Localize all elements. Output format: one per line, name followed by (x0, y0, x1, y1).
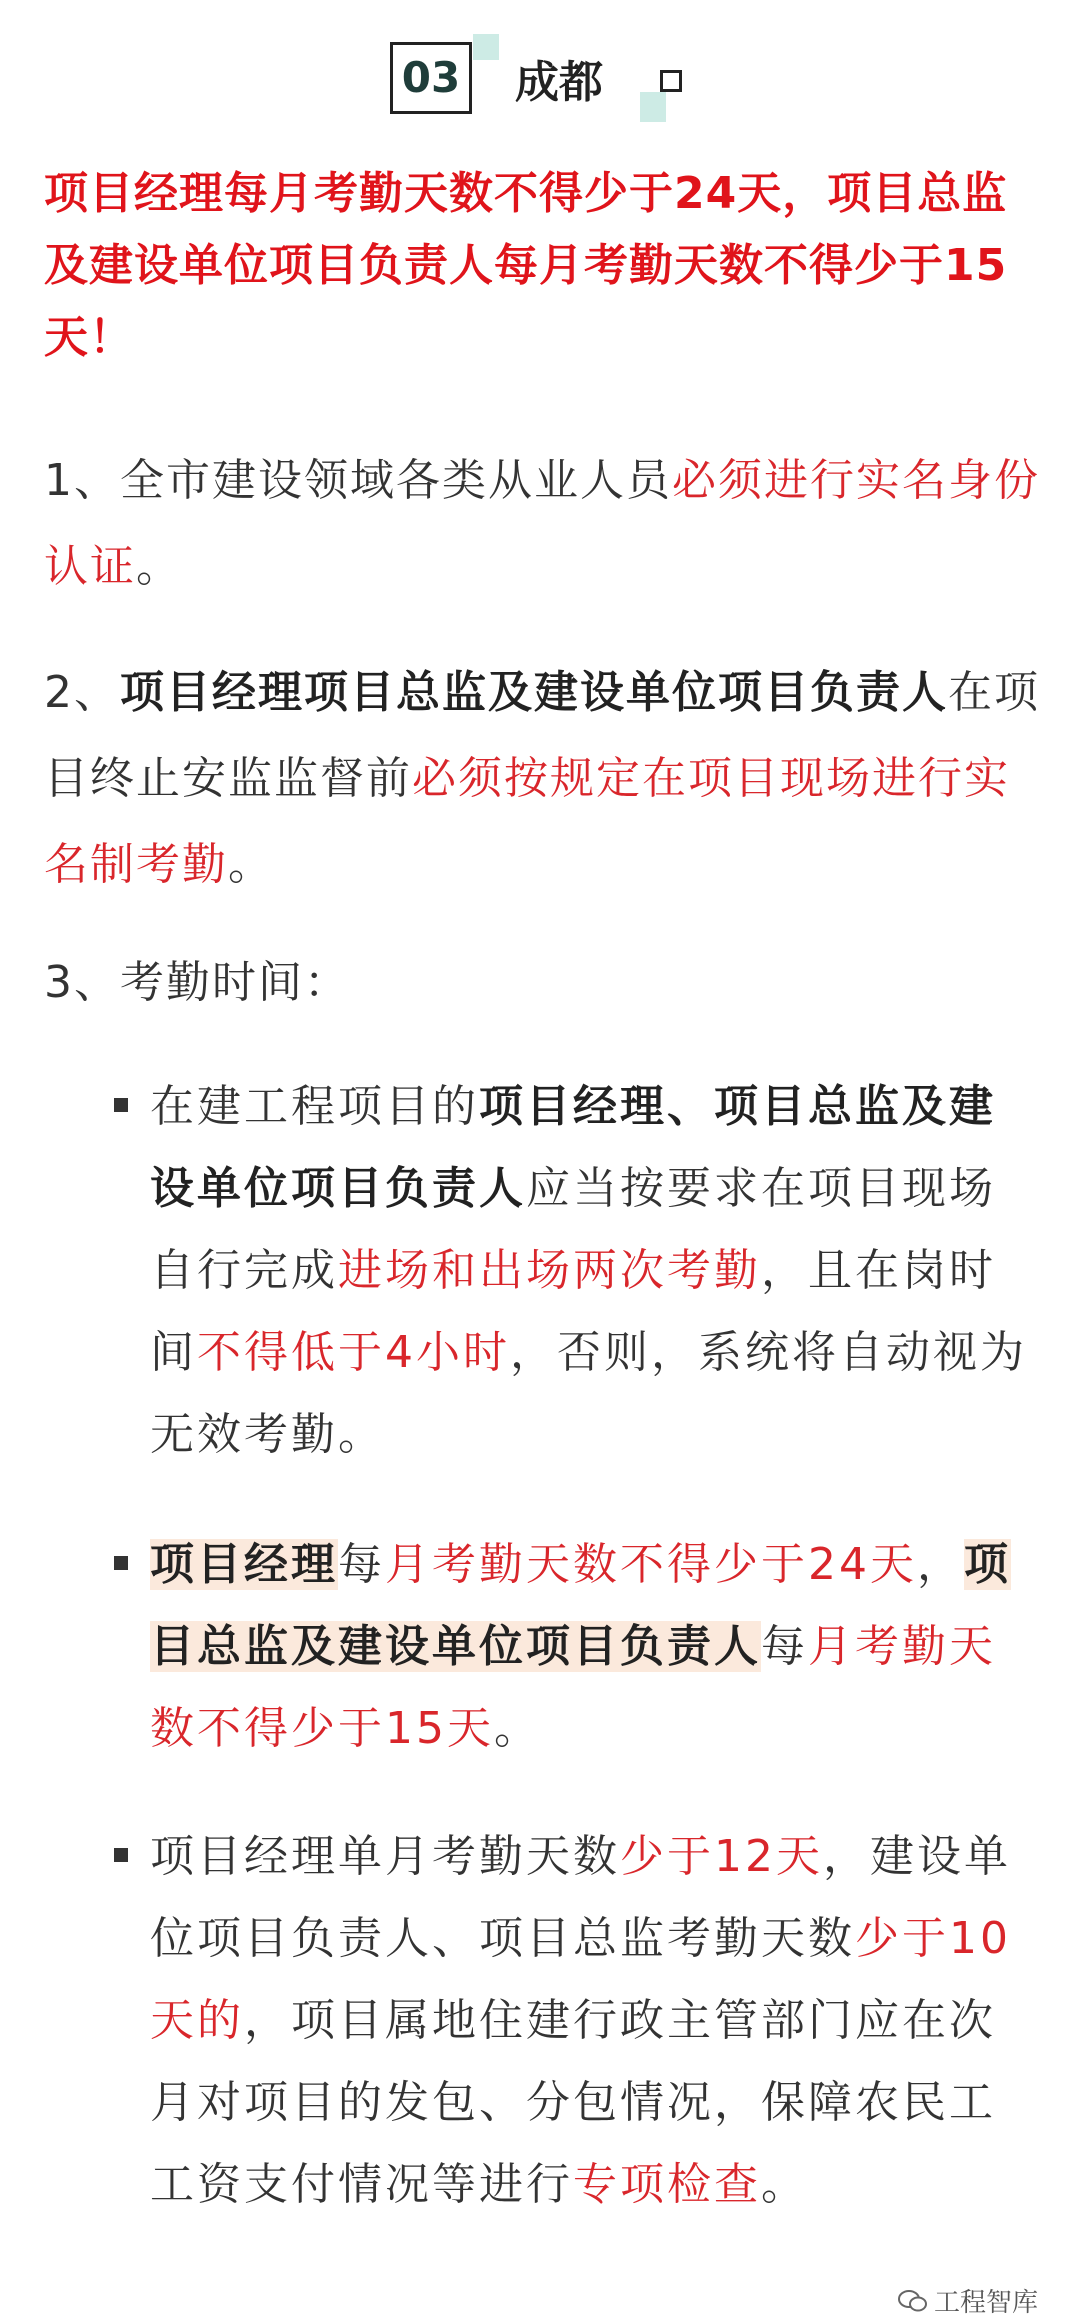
item-2: 2、项目经理项目总监及建设单位项目负责人在项目终止安监监督前必须按规定在项目现场进行实名制考勤。 (44, 667, 1040, 890)
headline: 项目经理每月考勤天数不得少于24天，项目总监及建设单位项目负责人每月考勤天数不得少于15天！ (44, 168, 1008, 363)
accent-square (640, 92, 666, 122)
watermark-text: 工程智库 (934, 2288, 1039, 2318)
bullet-2: 项目经理每月考勤天数不得少于24天，项目总监及建设单位项目负责人每月考勤天数不得少于15天。 (150, 1539, 1011, 1754)
watermark (898, 2282, 1038, 2319)
bullet-icon (114, 1098, 128, 1112)
decor-box-icon (660, 70, 682, 92)
accent-square (473, 34, 499, 60)
wechat-icon (898, 2289, 928, 2313)
item-3: 3、考勤时间： (44, 957, 350, 1008)
item-1: 1、全市建设领域各类从业人员必须进行实名身份认证。 (44, 455, 1040, 592)
bullet-icon (114, 1556, 128, 1570)
bullet-icon (114, 1848, 128, 1862)
bullet-3: 项目经理单月考勤天数少于12天，建设单位项目负责人、项目总监考勤天数少于10天的，项目属地住建行政主管部门应在次月对项目的发包、分包情况，保障农民工工资支付情况等进行专项检查。 (150, 1831, 1011, 2210)
section-title: 成都 (515, 57, 603, 108)
section-number: 03 (390, 42, 472, 114)
section-header (0, 34, 1080, 124)
bullet-1: 在建工程项目的项目经理、项目总监及建设单位项目负责人应当按要求在项目现场自行完成进场和出场两次考勤，且在岗时间不得低于4小时，否则，系统将自动视为无效考勤。 (150, 1081, 1027, 1460)
